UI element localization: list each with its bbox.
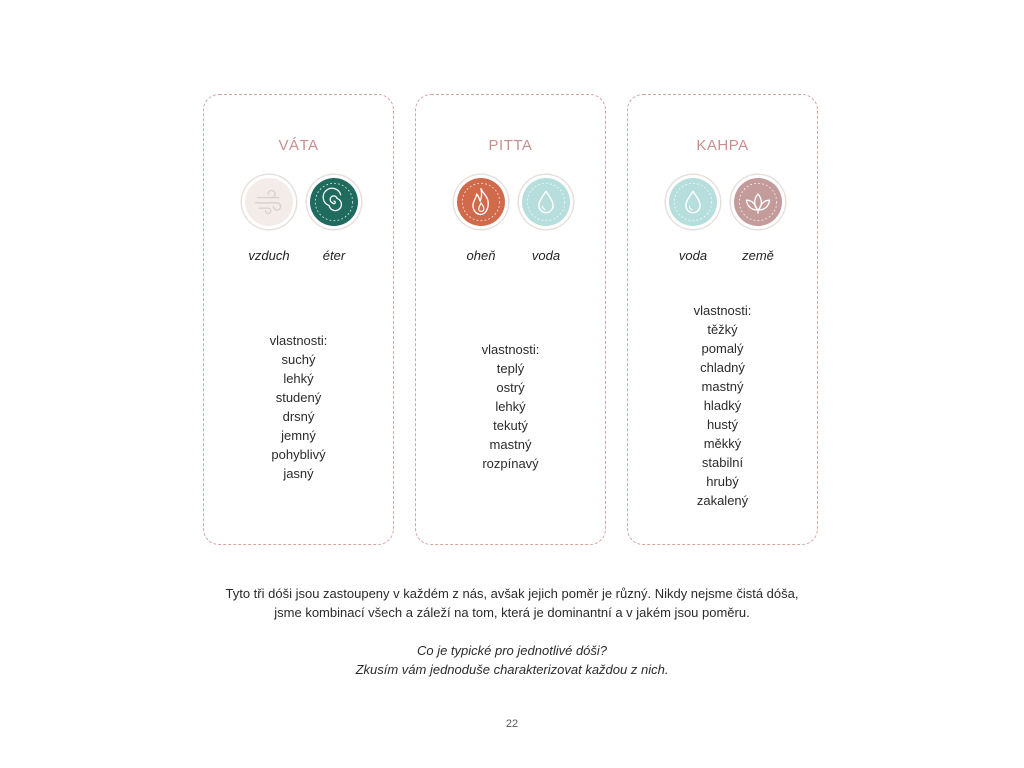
card-kahpa bbox=[627, 94, 818, 545]
leaf-icon bbox=[731, 175, 785, 229]
page-number: 22 bbox=[505, 718, 519, 730]
element-label: vzduch bbox=[248, 248, 290, 263]
wind-icon bbox=[242, 175, 296, 229]
property-item: studený bbox=[275, 390, 322, 405]
card-vata bbox=[203, 94, 394, 545]
property-item: ostrý bbox=[496, 380, 525, 395]
element-label: země bbox=[742, 248, 774, 263]
element-label: voda bbox=[678, 248, 708, 263]
paragraph-line: jsme kombinací všech a záleží na tom, která je dominantní a v jakém jsou poměru. bbox=[274, 605, 750, 620]
property-item: drsný bbox=[282, 409, 315, 424]
property-item: mastný bbox=[701, 379, 744, 394]
property-item: pomalý bbox=[701, 341, 744, 356]
property-item: suchý bbox=[281, 352, 316, 367]
property-item: tekutý bbox=[493, 418, 528, 433]
properties-list bbox=[204, 331, 393, 483]
property-item: hustý bbox=[706, 417, 739, 432]
property-item: jasný bbox=[283, 466, 314, 481]
card-pitta bbox=[415, 94, 606, 545]
question-line: Co je typické pro jednotlivé dóši? bbox=[416, 643, 608, 658]
property-item: mastný bbox=[489, 437, 532, 452]
property-item: hrubý bbox=[706, 474, 739, 489]
property-item: zakalený bbox=[696, 493, 749, 508]
question-paragraph bbox=[0, 641, 1024, 679]
property-item: stabilní bbox=[701, 455, 744, 470]
property-item: rozpínavý bbox=[482, 456, 539, 471]
card-title: VÁTA bbox=[278, 137, 319, 154]
intro-paragraph bbox=[0, 584, 1024, 622]
element-label: voda bbox=[531, 248, 561, 263]
property-item: těžký bbox=[707, 322, 738, 337]
property-item: jemný bbox=[281, 428, 316, 443]
property-item: měkký bbox=[703, 436, 742, 451]
question-line: Zkusím vám jednoduše charakterizovat každou z nich. bbox=[355, 662, 669, 677]
properties-list bbox=[416, 340, 605, 473]
properties-list bbox=[628, 301, 817, 510]
properties-heading: vlastnosti: bbox=[269, 333, 328, 348]
card-title: KAHPA bbox=[696, 137, 749, 154]
card-title: PITTA bbox=[488, 137, 533, 154]
property-item: chladný bbox=[700, 360, 745, 375]
element-label: oheň bbox=[466, 248, 496, 263]
water-drop-icon bbox=[666, 175, 720, 229]
spiral-icon bbox=[307, 175, 361, 229]
property-item: pohyblivý bbox=[271, 447, 326, 462]
properties-heading: vlastnosti: bbox=[693, 303, 752, 318]
property-item: lehký bbox=[495, 399, 526, 414]
property-item: lehký bbox=[283, 371, 314, 386]
property-item: hladký bbox=[703, 398, 742, 413]
property-item: teplý bbox=[496, 361, 525, 376]
dosha-cards bbox=[203, 94, 823, 548]
element-label: éter bbox=[322, 248, 346, 263]
water-drop-icon bbox=[519, 175, 573, 229]
paragraph-line: Tyto tři dóši jsou zastoupeny v každém z nás, avšak jejich poměr je různý. Nikdy nejsme čistá dóša, bbox=[225, 586, 799, 601]
properties-heading: vlastnosti: bbox=[481, 342, 540, 357]
fire-icon bbox=[454, 175, 508, 229]
